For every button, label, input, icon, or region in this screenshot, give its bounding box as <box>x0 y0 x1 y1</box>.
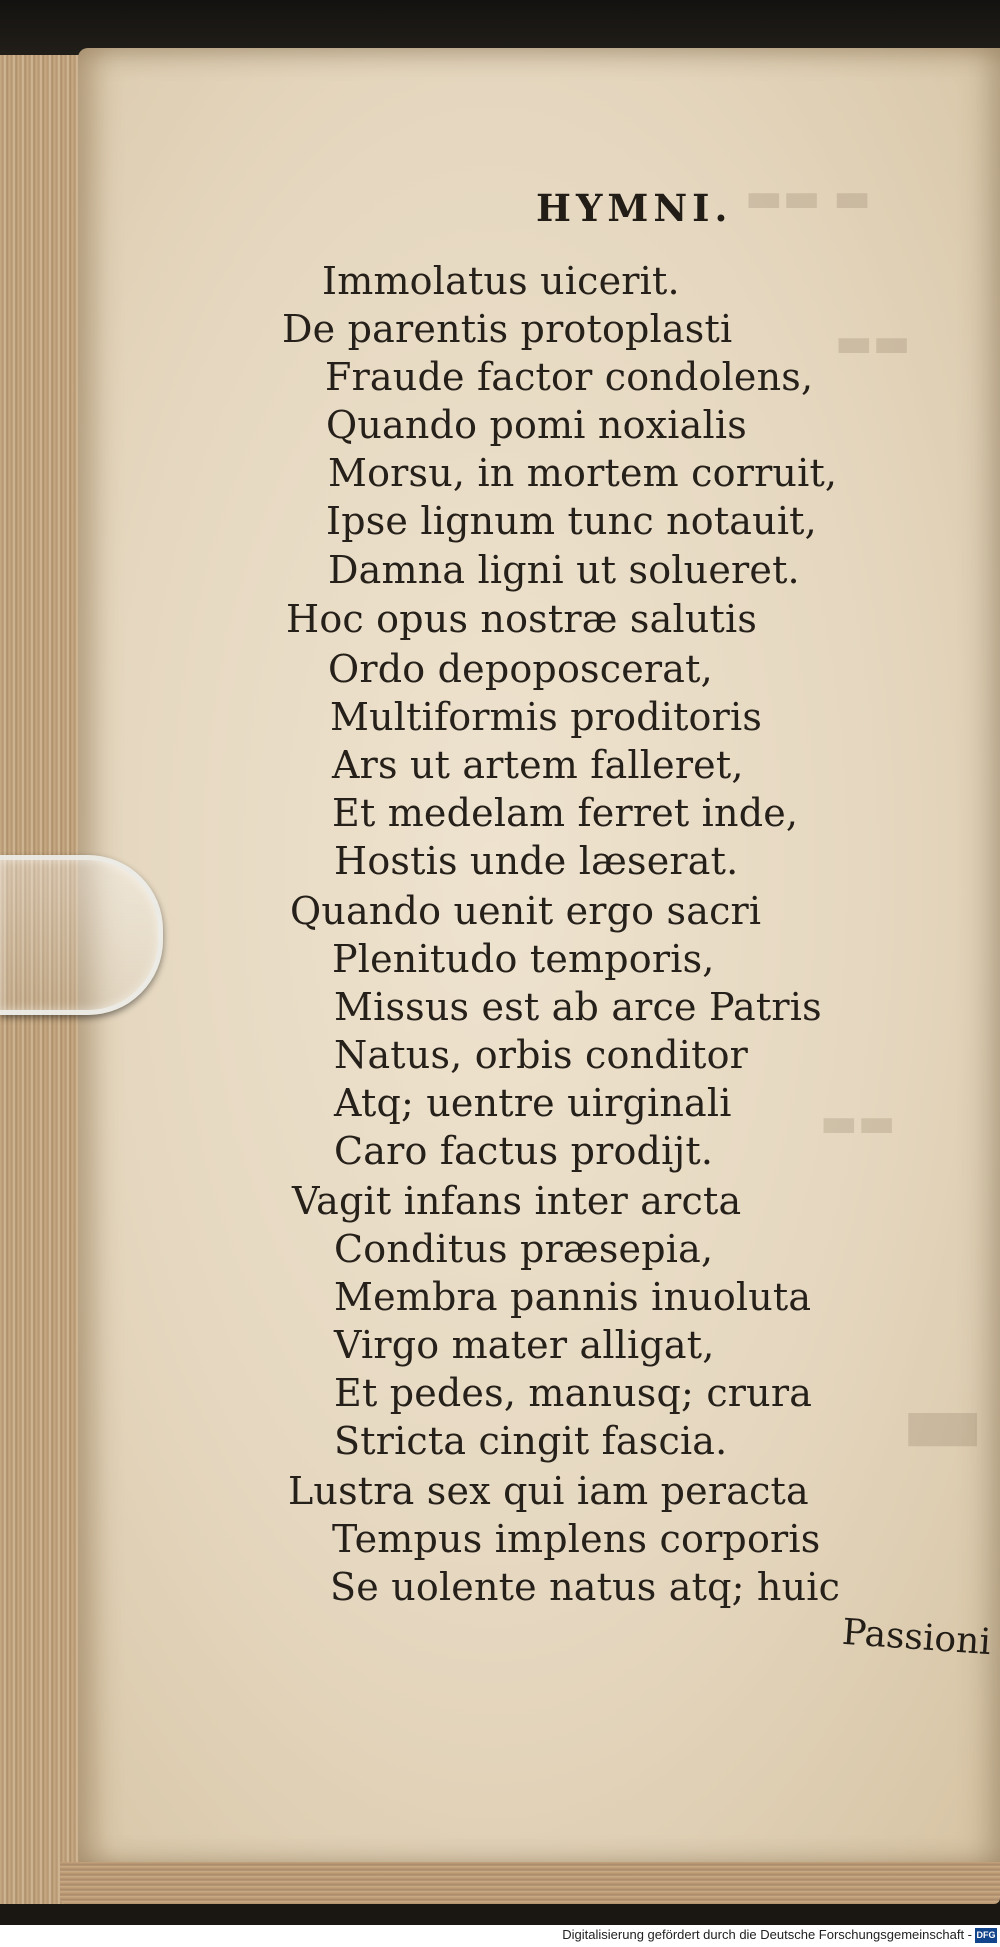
digitization-footer <box>0 1925 1000 1947</box>
text-line: Morsu, in mortem corruit, <box>328 451 838 495</box>
text-line: Quando pomi noxialis <box>326 403 747 447</box>
text-line: Immolatus uicerit. <box>322 259 680 303</box>
text-line: Caro factus prodijt. <box>334 1129 714 1173</box>
text-line: Quando uenit ergo sacri <box>290 889 762 933</box>
dfg-logo: DFG <box>975 1928 997 1943</box>
text-line: Hostis unde læserat. <box>334 839 739 883</box>
text-line: Conditus præsepia, <box>334 1227 714 1271</box>
text-line: Et pedes, manusq; crura <box>334 1371 813 1415</box>
text-line: Fraude factor condolens, <box>325 355 814 399</box>
text-line: Et medelam ferret inde, <box>332 791 799 835</box>
text-line: Damna ligni ut solueret. <box>328 548 800 592</box>
text-line: Hoc opus nostræ salutis <box>286 597 758 641</box>
footer-credit: Digitalisierung gefördert durch die Deutsche Forschungsgemeinschaft - <box>562 1927 972 1942</box>
text-line: Tempus implens corporis <box>332 1517 821 1561</box>
text-line: Ars ut artem falleret, <box>332 743 744 787</box>
text-line: Missus est ab arce Patris <box>334 985 822 1029</box>
text-line: Natus, orbis conditor <box>334 1033 749 1077</box>
catchword: Passioni <box>840 1611 993 1664</box>
text-line: Multiformis proditoris <box>330 695 763 739</box>
text-line: Membra pannis inuoluta <box>334 1275 812 1319</box>
text-line: Plenitudo temporis, <box>332 937 715 981</box>
text-line: Virgo mater alligat, <box>334 1323 715 1367</box>
text-line: Ordo depoposcerat, <box>328 647 713 691</box>
text-line: Lustra sex qui iam peracta <box>288 1469 809 1513</box>
running-head: HYMNI. <box>536 186 733 230</box>
text-line: De parentis protoplasti <box>282 307 733 351</box>
text-line: Vagit infans inter arcta <box>292 1179 742 1223</box>
text-line: Atq; uentre uirginali <box>334 1081 732 1125</box>
text-line: Ipse lignum tunc notauit, <box>326 499 817 543</box>
text-line: Stricta cingit fascia. <box>334 1419 728 1463</box>
text-line: Se uolente natus atq; huic <box>330 1565 841 1609</box>
